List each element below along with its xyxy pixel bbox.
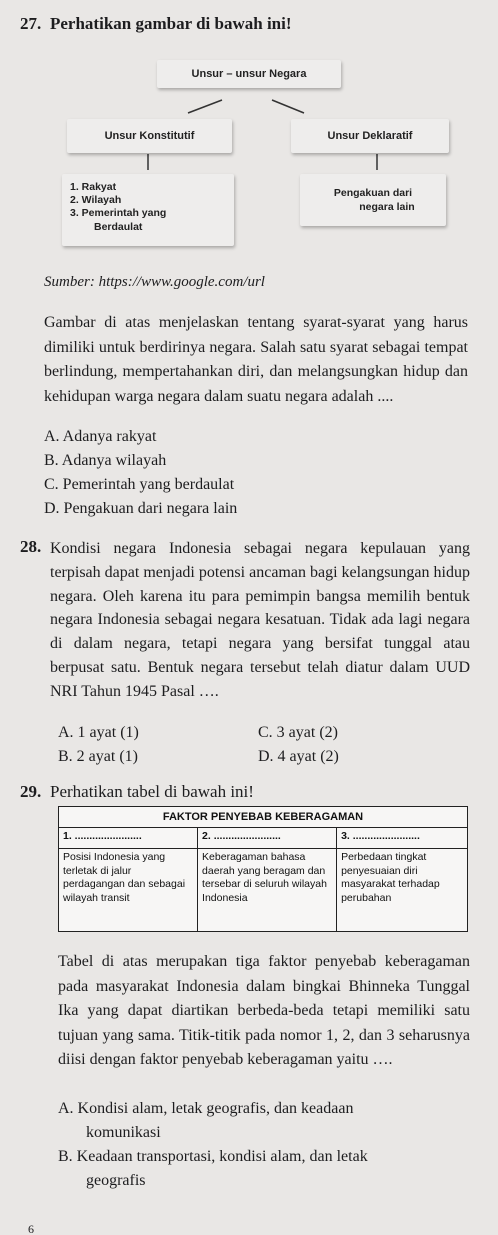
q28-option-a[interactable]: A. 1 ayat (1) — [58, 724, 139, 741]
q27-option-c[interactable]: C. Pemerintah yang berdaulat — [44, 476, 235, 493]
faktor-keberagaman-table — [58, 806, 468, 932]
q29-option-b-cont: geografis — [86, 1172, 146, 1189]
table-header-2: 2. ....................... — [198, 828, 337, 849]
diagram-left-item: 1. Rakyat — [70, 181, 117, 193]
diagram-root: Unsur – unsur Negara — [157, 60, 341, 88]
q27-source: Sumber: https://www.google.com/url — [44, 274, 265, 290]
q27-option-b[interactable]: B. Adanya wilayah — [44, 452, 167, 469]
q27-prompt: Perhatikan gambar di bawah ini! — [50, 14, 292, 33]
table-title: FAKTOR PENYEBAB KEBERAGAMAN — [59, 807, 468, 828]
table-cell-3: Perbedaan tingkat penyesuaian diri masyarakat terhadap perubahan — [337, 849, 468, 932]
page-number: 6 — [28, 1224, 34, 1235]
q27-option-a[interactable]: A. Adanya rakyat — [44, 428, 157, 445]
diagram-right-title: Unsur Deklaratif — [291, 119, 449, 153]
q29-option-a[interactable]: A. Kondisi alam, letak geografis, dan keadaan — [58, 1100, 354, 1117]
q29-paragraph: Tabel di atas merupakan tiga faktor penyebab keberagaman pada masyarakat Indonesia dalam bingkai Bhinneka Tunggal Ika yang dapat diartikan berbeda-beda tetapi memiliki satu tujuan yang sama. Titik-titik pada nomor 1, 2, dan 3 seharusnya diisi dengan faktor penyebab keberagaman yaitu …. — [58, 953, 470, 1068]
diagram-left-title: Unsur Konstitutif — [67, 119, 232, 153]
q28-number: 28. — [20, 537, 42, 556]
diagram-right-item: negara lain — [359, 201, 415, 213]
table-header-1: 1. ....................... — [59, 828, 198, 849]
diagram-left-item: Berdaulat — [94, 221, 143, 233]
q28-option-d[interactable]: D. 4 ayat (2) — [258, 748, 339, 765]
q28-option-c[interactable]: C. 3 ayat (2) — [258, 724, 338, 741]
diagram-right-list — [300, 174, 446, 226]
table-cell-2: Keberagaman bahasa daerah yang beragam dan tersebar di seluruh wilayah Indonesia — [198, 849, 337, 932]
q29-option-b[interactable]: B. Keadaan transportasi, kondisi alam, dan letak — [58, 1148, 368, 1165]
q28-paragraph: Kondisi negara Indonesia sebagai negara kepulauan yang terpisah dapat menjadi potensi ancaman bagi kelangsungan hidup negara. Oleh karena itu para pemimpin bangsa memilih bentuk negara Indonesia sebagai negara kesatuan. Tidak ada lagi negara di dalam negara, tetapi negara yang bersifat tunggal atau berpusat satu. Bentuk negara tersebut telah diatur dalam UUD NRI Tahun 1945 Pasal …. — [50, 540, 470, 700]
q29-prompt: Perhatikan tabel di bawah ini! — [50, 782, 254, 801]
diagram-left-item: 2. Wilayah — [70, 194, 122, 206]
diagram-left-list — [62, 174, 234, 246]
q28-option-b[interactable]: B. 2 ayat (1) — [58, 748, 138, 765]
diagram-right-item: Pengakuan dari — [333, 187, 413, 199]
q27-paragraph: Gambar di atas menjelaskan tentang syarat-syarat yang harus dimiliki untuk berdirinya negara. Salah satu syarat sebagai tempat berlindung, mempertahankan diri, dan melangsungkan hidup dan kehidupan warga negara dalam suatu negara adalah .... — [44, 314, 468, 405]
q29-number: 29. — [20, 782, 42, 801]
q27-number: 27. — [20, 14, 42, 33]
q27-option-d[interactable]: D. Pengakuan dari negara lain — [44, 500, 238, 517]
q29-option-a-cont: komunikasi — [86, 1124, 161, 1141]
diagram-left-item: 3. Pemerintah yang — [70, 207, 167, 219]
table-header-3: 3. ....................... — [337, 828, 468, 849]
table-cell-1: Posisi Indonesia yang terletak di jalur perdagangan dan sebagai wilayah transit — [59, 849, 198, 932]
